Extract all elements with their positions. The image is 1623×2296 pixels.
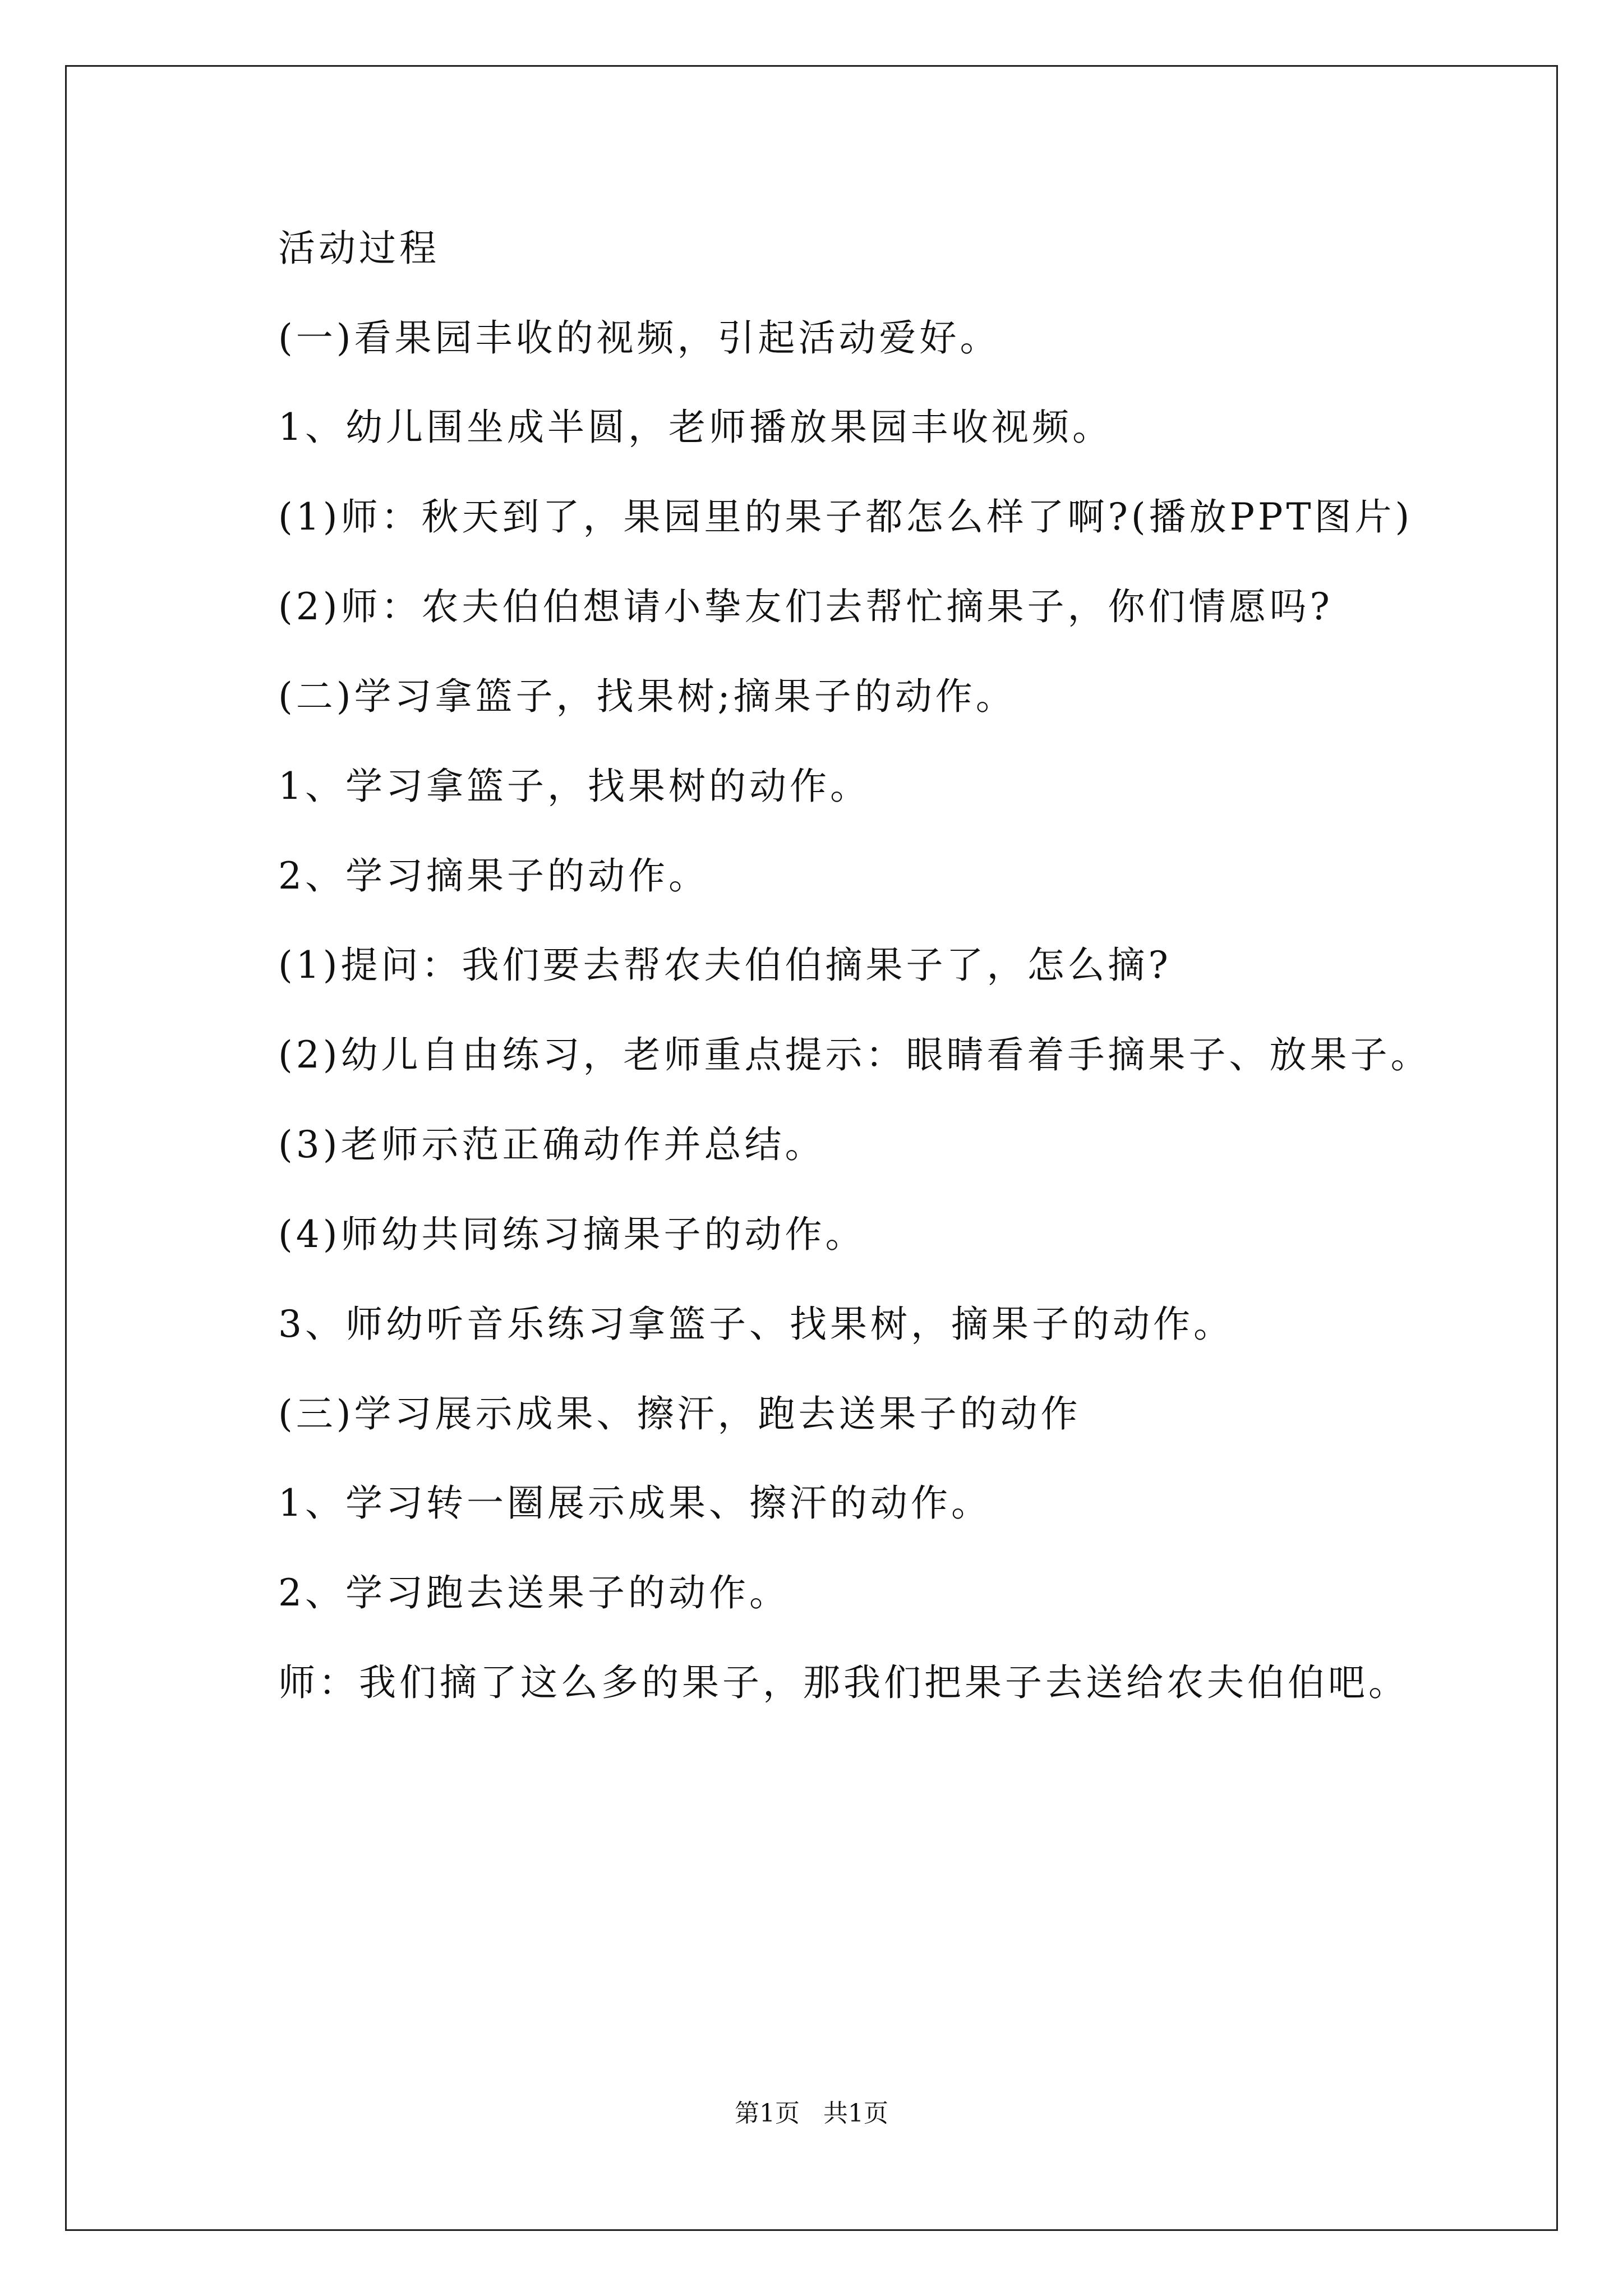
page-footer: 第1页 共1页: [735, 2099, 888, 2128]
paragraph: (1)师：秋天到了，果园里的果子都怎么样了啊?(播放PPT图片): [278, 495, 1413, 539]
paragraph: 1、学习拿篮子，找果树的动作。: [278, 765, 870, 808]
paragraph: (二)学习拿篮子，找果树;摘果子的动作。: [278, 675, 1016, 718]
paragraph: (1)提问：我们要去帮农夫伯伯摘果子了，怎么摘?: [278, 944, 1172, 987]
paragraph: 1、学习转一圈展示成果、擦汗的动作。: [278, 1481, 992, 1525]
paragraph: 师：我们摘了这么多的果子，那我们把果子去送给农夫伯伯吧。: [278, 1661, 1409, 1704]
paragraph: 1、幼儿围坐成半圆，老师播放果园丰收视频。: [278, 406, 1113, 449]
paragraph: (三)学习展示成果、擦汗，跑去送果子的动作: [278, 1392, 1081, 1435]
paragraph: 2、学习摘果子的动作。: [278, 854, 709, 898]
section-heading: 活动过程: [278, 227, 440, 270]
paragraph: 3、师幼听音乐练习拿篮子、找果树，摘果子的动作。: [278, 1303, 1234, 1346]
paragraph: (4)师幼共同练习摘果子的动作。: [278, 1213, 866, 1256]
paragraph: 2、学习跑去送果子的动作。: [278, 1571, 790, 1614]
paragraph: (一)看果园丰收的视频，引起活动爱好。: [278, 316, 1000, 360]
paragraph: (2)师：农夫伯伯想请小挚友们去帮忙摘果子，你们情愿吗?: [278, 585, 1333, 628]
paragraph: (3)老师示范正确动作并总结。: [278, 1123, 826, 1166]
paragraph: (2)幼儿自由练习，老师重点提示：眼睛看着手摘果子、放果子。: [278, 1033, 1431, 1076]
